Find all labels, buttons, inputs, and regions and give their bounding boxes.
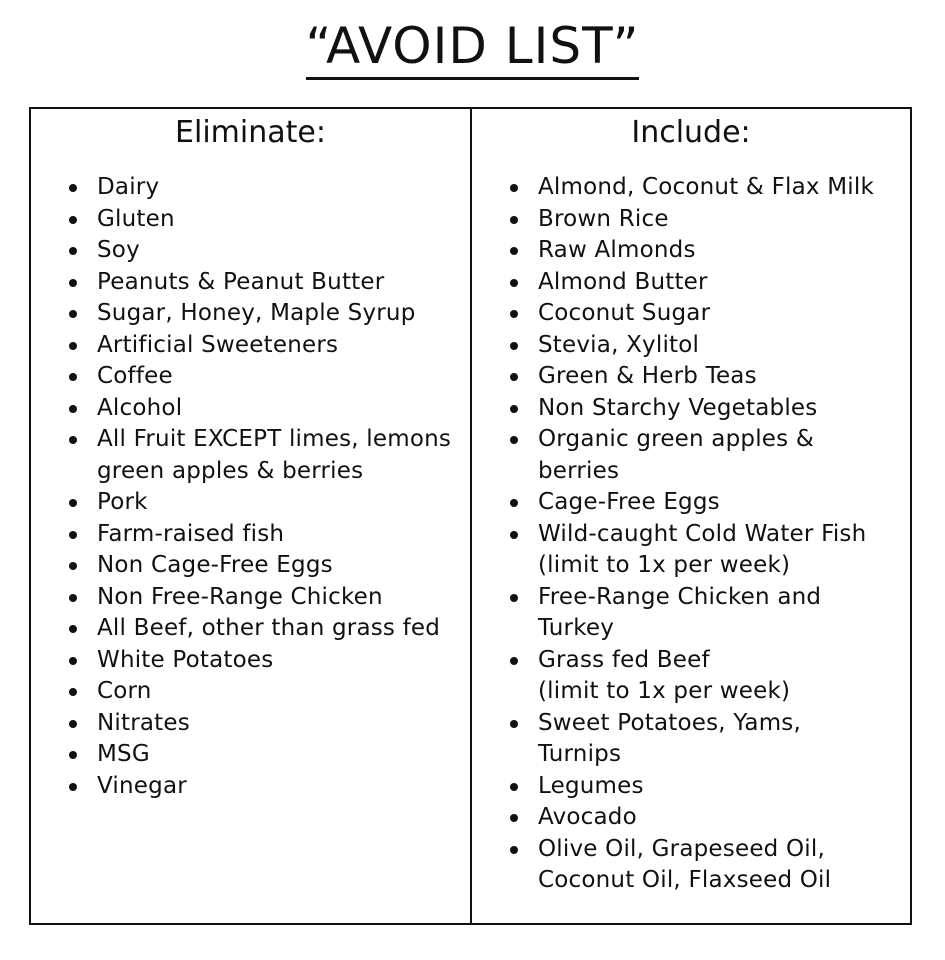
bullet-icon: [510, 310, 518, 318]
include-item-text: Avocado: [538, 804, 637, 830]
bullet-icon: [510, 531, 518, 539]
eliminate-item-text: Non Free-Range Chicken: [97, 583, 383, 610]
bullet-icon: [69, 405, 77, 413]
include-item-text: Non Starchy Vegetables: [538, 394, 818, 421]
include-list-item: [472, 802, 910, 834]
eliminate-header: Eliminate:: [175, 115, 326, 150]
eliminate-list-item: [31, 582, 470, 614]
bullet-icon: [69, 688, 77, 696]
eliminate-item-text: Coffee: [97, 363, 173, 389]
bullet-icon: [69, 310, 77, 318]
eliminate-list-item: [31, 676, 470, 708]
eliminate-item-text: Alcohol: [97, 394, 183, 421]
include-list-item: [472, 424, 910, 487]
bullet-icon: [510, 216, 518, 224]
eliminate-item-text: Dairy: [97, 174, 160, 200]
bullet-icon: [69, 373, 77, 381]
include-list-item: [472, 645, 910, 708]
include-header: Include:: [631, 115, 751, 150]
include-item-text: Free-Range Chicken and Turkey: [538, 583, 822, 641]
bullet-icon: [69, 247, 77, 255]
include-item-text: Legumes: [538, 772, 644, 799]
eliminate-list-item: [31, 204, 470, 236]
eliminate-list-item: [31, 487, 470, 519]
include-item-text: Sweet Potatoes, Yams, Turnips: [538, 709, 801, 767]
bullet-icon: [69, 594, 77, 602]
bullet-icon: [69, 342, 77, 350]
bullet-icon: [69, 720, 77, 728]
eliminate-list-item: [31, 739, 470, 771]
include-list-item: [472, 204, 910, 236]
eliminate-list-item: [31, 361, 470, 393]
eliminate-item-text: Sugar, Honey, Maple Syrup: [97, 300, 416, 326]
include-list-item: [472, 361, 910, 393]
eliminate-list-item: [31, 771, 470, 803]
include-list-item: [472, 771, 910, 803]
include-list-item: [472, 298, 910, 330]
eliminate-item-text: Gluten: [97, 205, 175, 232]
bullet-icon: [69, 279, 77, 287]
bullet-icon: [510, 405, 518, 413]
eliminate-item-text: Corn: [97, 678, 152, 704]
include-list-item: [472, 487, 910, 519]
include-item-text: Brown Rice: [538, 205, 669, 232]
bullet-icon: [510, 373, 518, 381]
include-list-item: [472, 708, 910, 771]
bullet-icon: [69, 783, 77, 791]
bullet-icon: [69, 184, 77, 192]
include-list-item: [472, 519, 910, 582]
bullet-icon: [510, 594, 518, 602]
include-list-item: [472, 172, 910, 204]
include-list-item: [472, 235, 910, 267]
eliminate-list-item: [31, 550, 470, 582]
eliminate-item-text: All Fruit EXCEPT limes, lemons green apples & berries: [97, 426, 452, 484]
include-list-item: [472, 582, 910, 645]
eliminate-list-item: [31, 645, 470, 677]
bullet-icon: [510, 499, 518, 507]
include-column: [472, 109, 910, 923]
eliminate-list-item: [31, 708, 470, 740]
bullet-icon: [69, 216, 77, 224]
eliminate-list: [31, 172, 470, 802]
include-item-text: Stevia, Xylitol: [538, 331, 700, 358]
bullet-icon: [69, 436, 77, 444]
bullet-icon: [69, 625, 77, 633]
include-item-text: Wild-caught Cold Water Fish (limit to 1x per week): [538, 520, 867, 578]
include-list-item: [472, 330, 910, 362]
include-item-text: Organic green apples & berries: [538, 426, 814, 484]
eliminate-item-text: Peanuts & Peanut Butter: [97, 268, 385, 295]
eliminate-list-item: [31, 330, 470, 362]
eliminate-list-item: [31, 235, 470, 267]
eliminate-list-item: [31, 613, 470, 645]
eliminate-list-item: [31, 298, 470, 330]
bullet-icon: [510, 184, 518, 192]
eliminate-item-text: Vinegar: [97, 772, 187, 799]
eliminate-list-item: [31, 267, 470, 299]
eliminate-item-text: Artificial Sweeteners: [97, 331, 339, 358]
include-item-text: Raw Almonds: [538, 237, 696, 263]
include-item-text: Grass fed Beef (limit to 1x per week): [538, 646, 791, 704]
include-item-text: Coconut Sugar: [538, 300, 711, 326]
include-item-text: Almond Butter: [538, 268, 708, 295]
eliminate-item-text: Nitrates: [97, 709, 190, 736]
bullet-icon: [510, 436, 518, 444]
bullet-icon: [510, 846, 518, 854]
eliminate-item-text: Pork: [97, 489, 148, 515]
bullet-icon: [69, 657, 77, 665]
page-title-text: “AVOID LIST”: [306, 17, 640, 80]
bullet-icon: [69, 562, 77, 570]
bullet-icon: [510, 279, 518, 287]
eliminate-item-text: Farm-raised fish: [97, 520, 285, 547]
bullet-icon: [510, 342, 518, 350]
bullet-icon: [510, 720, 518, 728]
include-item-text: Almond, Coconut & Flax Milk: [538, 174, 874, 200]
include-list-item: [472, 834, 910, 897]
eliminate-list-item: [31, 393, 470, 425]
page-title: [0, 14, 945, 78]
bullet-icon: [69, 531, 77, 539]
bullet-icon: [510, 247, 518, 255]
eliminate-list-item: [31, 172, 470, 204]
include-item-text: Olive Oil, Grapeseed Oil, Coconut Oil, Flaxseed Oil: [538, 835, 832, 893]
include-list-item: [472, 393, 910, 425]
include-list: [472, 172, 910, 897]
eliminate-item-text: Non Cage-Free Eggs: [97, 552, 333, 578]
eliminate-item-text: MSG: [97, 741, 150, 767]
eliminate-column: [31, 109, 472, 923]
bullet-icon: [69, 751, 77, 759]
eliminate-item-text: White Potatoes: [97, 646, 274, 673]
bullet-icon: [510, 783, 518, 791]
bullet-icon: [510, 657, 518, 665]
bullet-icon: [510, 814, 518, 822]
eliminate-list-item: [31, 519, 470, 551]
eliminate-list-item: [31, 424, 470, 487]
bullet-icon: [69, 499, 77, 507]
include-item-text: Green & Herb Teas: [538, 363, 757, 389]
eliminate-item-text: All Beef, other than grass fed: [97, 615, 441, 641]
include-item-text: Cage-Free Eggs: [538, 489, 720, 515]
include-list-item: [472, 267, 910, 299]
eliminate-item-text: Soy: [97, 237, 140, 263]
avoid-list-table: [29, 107, 912, 925]
